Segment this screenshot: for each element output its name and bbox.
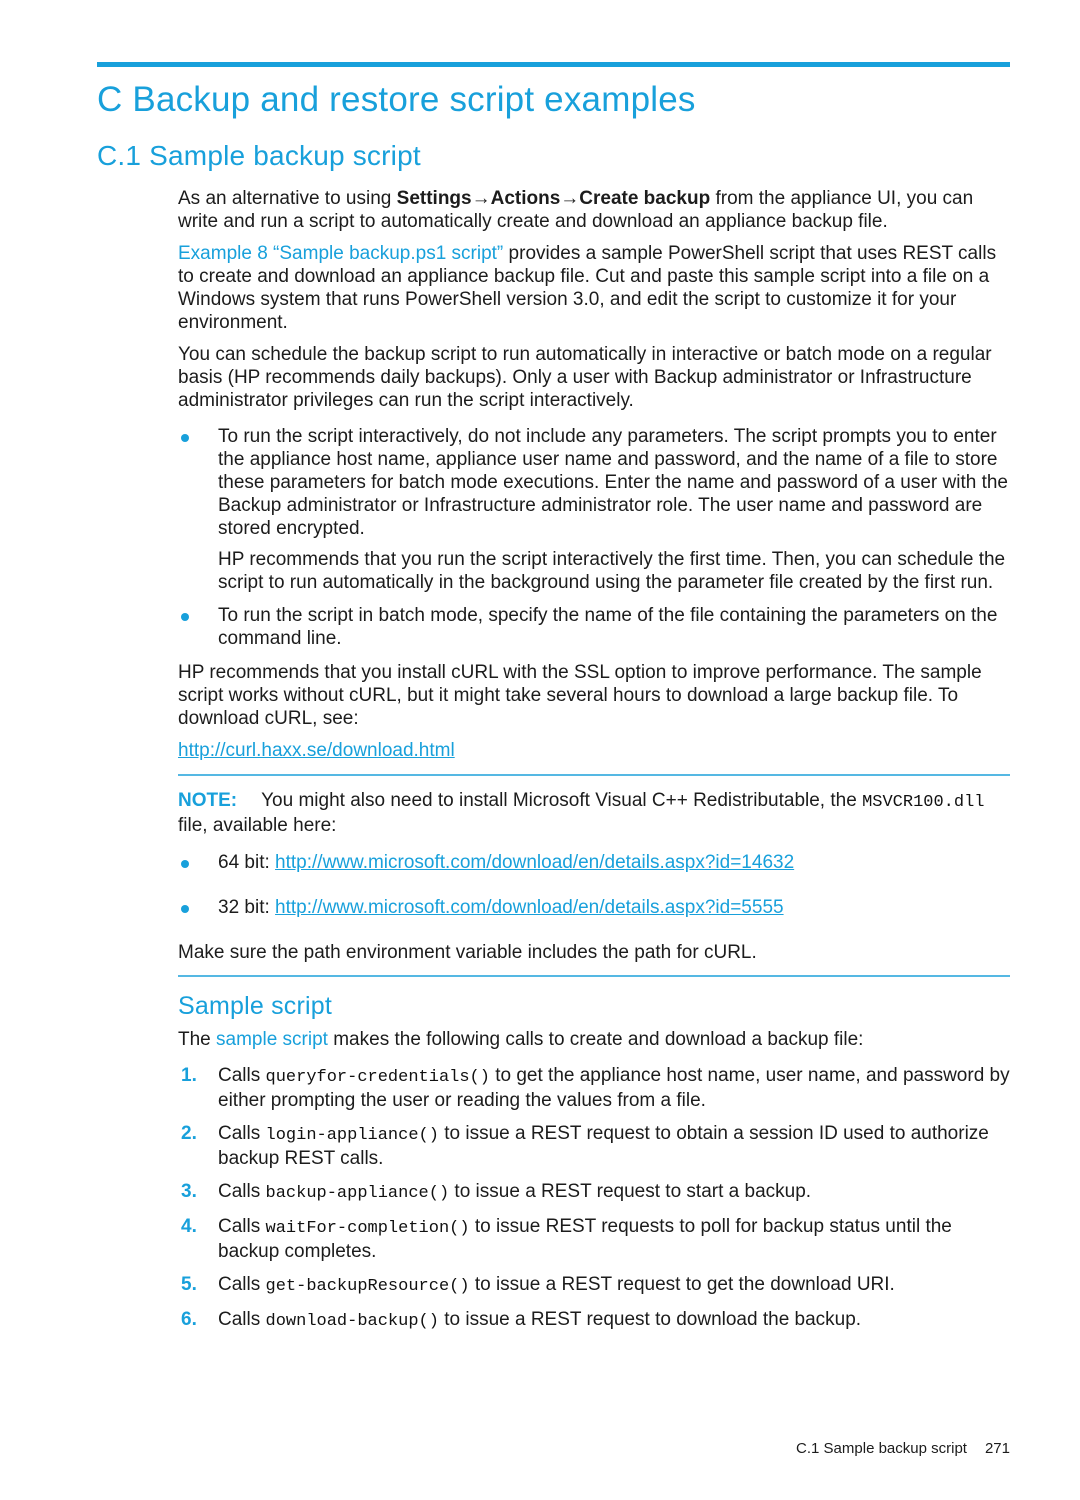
ms-redistributable-32bit-link[interactable]: http://www.microsoft.com/download/en/details.aspx?id=5555	[275, 897, 784, 918]
body-column	[178, 187, 1010, 1333]
intro-paragraph-1	[178, 187, 1010, 233]
note-label: NOTE:	[178, 790, 238, 811]
text-run: Calls	[218, 1123, 266, 1144]
curl-link-line	[178, 739, 1010, 762]
sample-script-intro	[178, 1028, 1010, 1051]
code-inline-function: get-backupResource()	[265, 1277, 470, 1296]
link-prefix: 32 bit:	[218, 897, 276, 918]
chapter-title: C Backup and restore script examples	[97, 80, 696, 119]
text-run: Calls	[218, 1274, 266, 1295]
bullet-icon	[181, 860, 189, 868]
run-modes-bullet-list	[178, 425, 1010, 650]
document-page	[0, 62, 1080, 1500]
code-inline-function: queryfor-credentials()	[265, 1068, 490, 1087]
step-item	[178, 1308, 1010, 1333]
text-run: provides a sample PowerShell script that uses REST calls to create and download an appliance backup file. Cut and paste this sample script into a file on a Windows system that runs PowerShell version 3.0, and edit the script to customize it for your environment.	[178, 243, 997, 333]
code-inline-msvcr: MSVCR100.dll	[862, 793, 985, 812]
example-8-link[interactable]: Example 8 “Sample backup.ps1 script”	[178, 243, 504, 264]
text-run: from the appliance UI, you can write and run a script to automatically create and download an appliance backup file.	[178, 188, 974, 232]
code-inline-function: download-backup()	[265, 1312, 439, 1331]
step-item	[178, 1122, 1010, 1170]
footer-section-label: C.1 Sample backup script	[796, 1440, 967, 1457]
script-steps-list	[178, 1064, 1010, 1333]
note-closing-text: Make sure the path environment variable includes the path for cURL.	[178, 942, 757, 963]
list-item	[178, 425, 1010, 594]
text-run: to issue a REST request to get the download URI.	[469, 1274, 895, 1295]
text-run: As an alternative to using	[178, 188, 397, 209]
step-number: 2.	[181, 1123, 197, 1144]
bullet-icon	[181, 905, 189, 913]
text-run: makes the following calls to create and download a backup file:	[327, 1029, 864, 1050]
menu-path-text: Settings→Actions→Create backup	[396, 188, 711, 209]
text-run: Calls	[218, 1216, 266, 1237]
text-run: to issue a REST request to start a backup.	[449, 1181, 812, 1202]
page-footer	[796, 1440, 1010, 1457]
curl-download-link[interactable]: http://curl.haxx.se/download.html	[178, 740, 455, 761]
text-run: Calls	[218, 1181, 266, 1202]
bullet-icon	[181, 434, 189, 442]
step-item	[178, 1180, 1010, 1205]
page-number: 271	[984, 1440, 1010, 1457]
step-item	[178, 1273, 1010, 1298]
curl-paragraph: HP recommends that you install cURL with the SSL option to improve performance. The sample script works without cURL, but it might take several hours to download a large backup file. To download cURL, see:	[178, 662, 982, 729]
step-number: 6.	[181, 1309, 197, 1330]
text-run: Calls	[218, 1309, 266, 1330]
link-prefix: 64 bit:	[218, 852, 276, 873]
note-links-list	[178, 851, 1010, 928]
code-inline-function: login-appliance()	[265, 1126, 439, 1145]
step-number: 5.	[181, 1274, 197, 1295]
note-box	[178, 774, 1010, 977]
step-item	[178, 1215, 1010, 1263]
text-run: to issue a REST request to obtain a session ID used to authorize backup REST calls.	[218, 1123, 989, 1169]
text-run: The	[178, 1029, 217, 1050]
list-item	[178, 851, 1010, 883]
bullet-text: To run the script interactively, do not include any parameters. The script prompts you to enter the appliance host name, appliance user name and password, and the name of a file to store these parameters for batch mode executions. Enter the name and password of a user with the Backup administrator or Infrastructure administrator role. The user name and password are stored encrypted.	[218, 426, 1008, 539]
text-run: to issue REST requests to poll for backup status until the backup completes.	[218, 1216, 952, 1262]
code-inline-function: backup-appliance()	[265, 1184, 450, 1203]
list-item	[178, 604, 1010, 650]
bullet-subtext: HP recommends that you run the script interactively the first time. Then, you can schedule the script to run automatically in the background using the parameter file created by the first run.	[218, 549, 1006, 593]
subsection-title: Sample script	[178, 992, 333, 1020]
bullet-text: To run the script in batch mode, specify the name of the file containing the parameters on the command line.	[218, 605, 998, 649]
text-run: Calls	[218, 1065, 266, 1086]
step-item	[178, 1064, 1010, 1112]
step-number: 3.	[181, 1181, 197, 1202]
step-number: 1.	[181, 1065, 197, 1086]
ms-redistributable-64bit-link[interactable]: http://www.microsoft.com/download/en/details.aspx?id=14632	[275, 852, 795, 873]
code-inline-function: waitFor-completion()	[265, 1219, 470, 1238]
sample-script-link[interactable]: sample script	[216, 1029, 328, 1050]
text-run: file, available here:	[178, 815, 337, 836]
step-number: 4.	[181, 1216, 197, 1237]
text-run: to get the appliance host name, user name, and password by either prompting the user or reading the values from a file.	[218, 1065, 1010, 1111]
intro-paragraph-2	[178, 242, 1010, 334]
text-run: You might also need to install Microsoft Visual C++ Redistributable, the	[261, 790, 863, 811]
note-paragraph	[178, 789, 1010, 837]
section-title: C.1 Sample backup script	[97, 140, 421, 171]
list-item	[178, 896, 1010, 928]
bullet-icon	[181, 613, 189, 621]
intro-paragraph-3: You can schedule the backup script to run automatically in interactive or batch mode on a regular basis (HP recommends daily backups). Only a user with Backup administrator or Infrastructure administrator privileges can run the script interactively.	[178, 344, 992, 411]
chapter-top-rule	[97, 62, 1010, 67]
text-run: to issue a REST request to download the backup.	[438, 1309, 862, 1330]
